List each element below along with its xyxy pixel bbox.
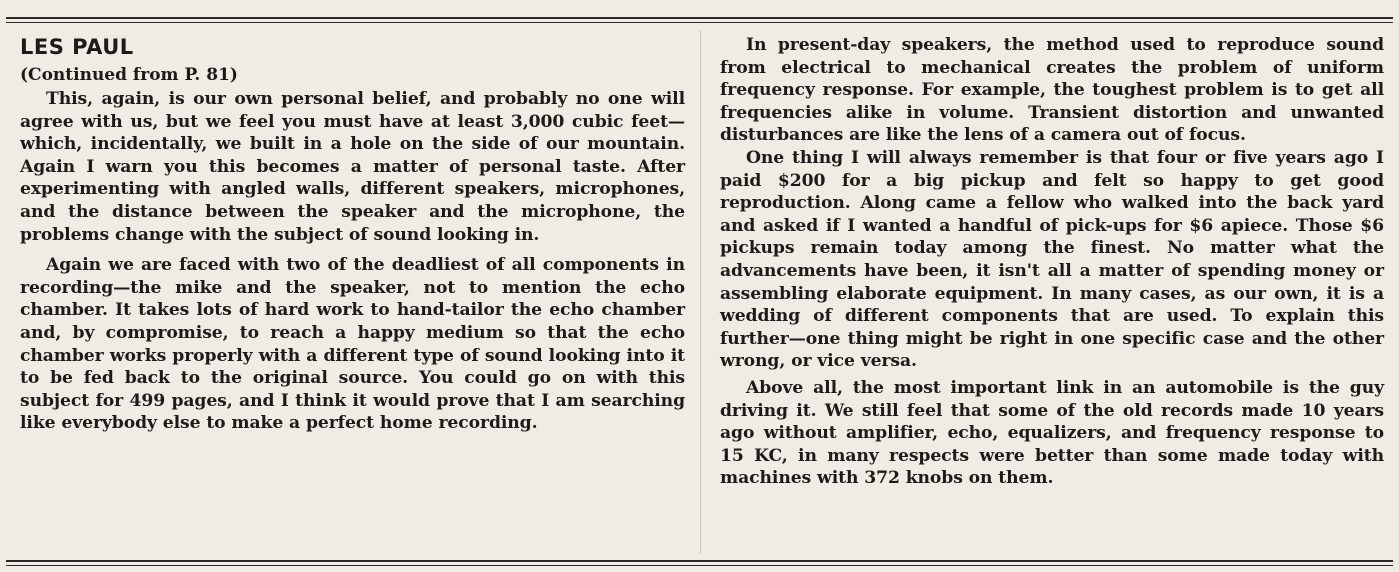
column-divider	[700, 30, 701, 554]
paragraph: One thing I will always remember is that four or five years ago I paid $200 for a big pickup and felt so happy to get good reproduction. Along came a fellow who walked into the back yard and asked if I wanted a handful of pick-ups for $6 apiece. Those $6 pickups remain today among the finest. No matter what the advancements have been, it isn't all a matter of spending money or assembling elaborate equipment. In many cases, as our own, it is a wedding of different components that are used. To explain this further—one thing might be right in one specific case and the other wrong, or vice versa.	[720, 147, 1384, 372]
paragraph: In present-day speakers, the method used to reproduce sound from electrical to mechanical creates the problem of uniform frequency response. For example, the toughest problem is to get all frequencies alike in volume. Transient distortion and unwanted disturbances are like the lens of a camera out of focus.	[720, 35, 1384, 146]
bottom-rule-thin	[6, 565, 1393, 566]
paragraph: Again we are faced with two of the deadliest of all components in recording—the mike and the speaker, not to mention the echo chamber. It takes lots of hard work to hand-tailor the echo chamber and, by compromise, to reach a happy medium so that the echo chamber works properly with a different type of sound looking into it to be fed back to the original source. You could go on with this subject for 499 pages, and I think it would prove that I am searching like everybody else to make a perfect home recording.	[20, 255, 685, 434]
right-column	[720, 34, 1384, 490]
top-rule	[6, 17, 1393, 19]
article-heading: LES PAUL	[20, 35, 134, 59]
left-column	[20, 34, 685, 435]
paragraph: This, again, is our own personal belief, and probably no one will agree with us, but we feel you must have at least 3,000 cubic feet—which, incidentally, we built in a hole on the side of our mountain. Again I warn you this becomes a matter of personal taste. After experimenting with angled walls, different speakers, microphones, and the distance between the speaker and the microphone, the problems change with the subject of sound looking in.	[20, 89, 685, 245]
bottom-rule	[6, 560, 1393, 562]
continued-note: (Continued from P. 81)	[20, 65, 238, 85]
top-rule-thin	[6, 22, 1393, 23]
paragraph: Above all, the most important link in an automobile is the guy driving it. We still feel that some of the old records made 10 years ago without amplifier, echo, equalizers, and frequency response to 15 KC, in many respects were better than some made today with machines with 372 knobs on them.	[720, 377, 1384, 489]
